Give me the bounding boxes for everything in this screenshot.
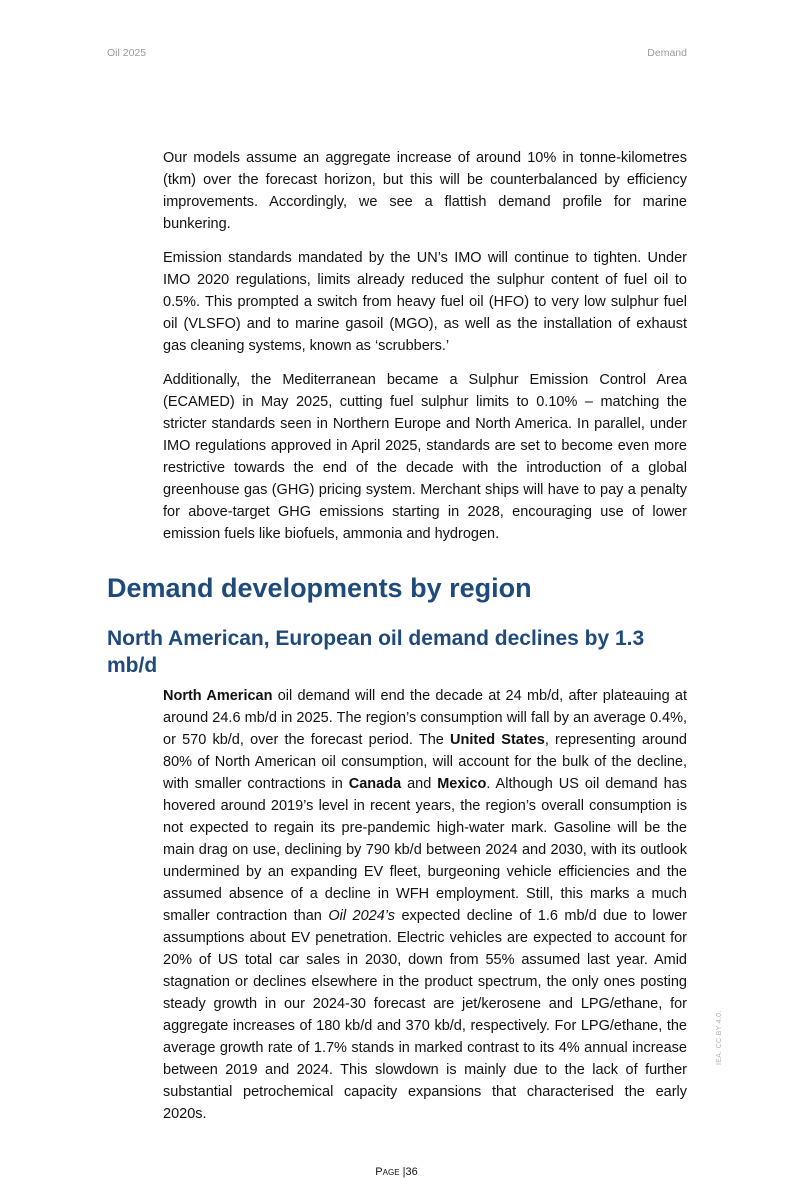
header-section-title: Demand	[647, 47, 687, 59]
paragraph: Additionally, the Mediterranean became a Sulphur Emission Control Area (ECAMED) in May 2025, cutting fuel sulphur limits to 0.10% – matching the stricter standards seen in Northern Europe and North America. In parallel, under IMO regulations approved in April 2025, standards are set to become even more restrictive towards the end of the decade with the introduction of a global greenhouse gas (GHG) pricing system. Merchant ships will have to pay a penalty for above-target GHG emissions starting in 2028, encouraging use of lower emission fuels like biofuels, ammonia and hydrogen.	[163, 372, 687, 542]
header-report-title: Oil 2025	[107, 47, 147, 59]
text-run: , representing around 80% of North American oil consumption, will account for the bulk of the decline, with smaller contractions in	[163, 732, 687, 792]
page-number: 36	[405, 1166, 418, 1178]
paragraph: Emission standards mandated by the UN’s IMO will continue to tighten. Under IMO 2020 regulations, limits already reduced the sulphur content of fuel oil to 0.5%. This prompted a switch from heavy fuel oil (HFO) to very low sulphur fuel oil (VLSFO) and to marine gasoil (MGO), as well as the installation of exhaust gas cleaning systems, known as ‘scrubbers.’	[163, 250, 687, 354]
text-run: oil demand will end the decade at 24 mb/d, after plateauing at around 24.6 mb/d in 2025. The region’s consumption will fall by an average 0.4%, or 570 kb/d, over the forecast period. The	[163, 688, 687, 748]
subsection-heading: North American, European oil demand declines by 1.3 mb/d	[107, 627, 645, 677]
italic-title: Oil 2024’s	[328, 908, 395, 924]
text-run: expected decline of 1.6 mb/d due to lower assumptions about EV penetration. Electric vehicles are expected to account for 20% of US total car sales in 2030, down from 55% assumed last year. Amid stagnation or declines elsewhere in the product spectrum, the only ones posting steady growth in our 2024-30 forecast are jet/kerosene and LPG/ethane, for aggregate increases of 180 kb/d and 370 kb/d, respectively. For LPG/ethane, the average growth rate of 1.7% stands in marked contrast to its 4% annual increase between 2019 and 2024. This slowdown is mainly due to the lack of further substantial petrochemical capacity expansions that characterised the early 2020s.	[163, 908, 688, 1122]
bold-term: North American	[163, 688, 273, 704]
section-heading: Demand developments by region	[107, 573, 532, 603]
text-run: . Although US oil demand has hovered around 2019’s level in recent years, the region’s overall consumption is not expected to regain its pre-pandemic high-water mark. Gasoline will be the main drag on use, declining by 790 kb/d between 2024 and 2030, with its outlook undermined by an expanding EV fleet, burgeoning vehicle efficiencies and the assumed absence of a decline in WFH employment. Still, this marks a much smaller contraction than	[163, 776, 687, 924]
license-notice: IEA. CC BY 4.0.	[716, 1010, 723, 1065]
bold-term: Canada	[348, 776, 402, 792]
page-footer	[0, 1165, 793, 1179]
paragraph-north-america	[163, 685, 687, 1125]
body-text-north-america	[163, 685, 687, 1125]
paragraph: Our models assume an aggregate increase of around 10% in tonne-kilometres (tkm) over the forecast horizon, but this will be counterbalanced by efficiency improvements. Accordingly, we see a flattish demand profile for marine bunkering.	[163, 150, 687, 232]
page-separator: |	[402, 1166, 406, 1178]
text-run: and	[401, 776, 438, 792]
body-text-top	[163, 147, 687, 545]
page-label: Page	[375, 1166, 400, 1178]
bold-term: Mexico	[437, 776, 487, 792]
bold-term: United States	[450, 732, 545, 748]
